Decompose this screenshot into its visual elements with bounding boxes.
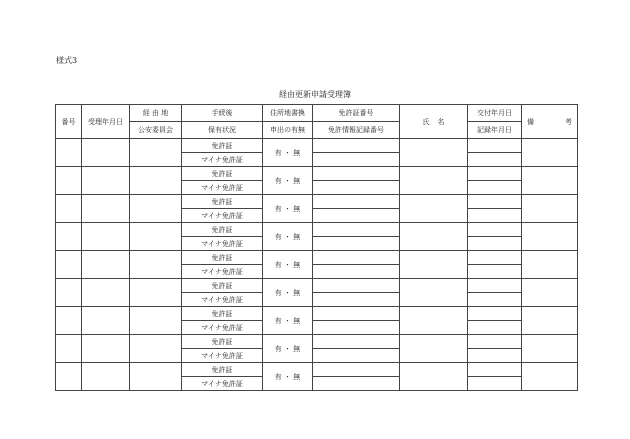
license-number-cell[interactable] — [313, 251, 400, 265]
license-option-label: 免許証 — [182, 335, 263, 349]
header-procedure-line2: 保有状況 — [182, 122, 263, 139]
via-commission-cell[interactable] — [130, 195, 182, 223]
header-row-2 — [56, 122, 578, 139]
my-license-option-label: マイナ免許証 — [182, 377, 263, 391]
remarks-cell[interactable] — [522, 279, 578, 307]
register-body — [56, 139, 578, 391]
address-change-yes-no[interactable]: 有 ・ 無 — [263, 223, 313, 251]
register-table — [55, 104, 578, 391]
address-change-yes-no[interactable]: 有 ・ 無 — [263, 251, 313, 279]
name-cell[interactable] — [400, 335, 468, 363]
address-change-yes-no[interactable]: 有 ・ 無 — [263, 195, 313, 223]
table-row — [56, 335, 578, 349]
name-cell[interactable] — [400, 195, 468, 223]
header-license-number: 免許証番号 — [313, 105, 400, 122]
number-cell[interactable] — [56, 279, 82, 307]
issue-date-cell[interactable] — [468, 307, 522, 321]
name-cell[interactable] — [400, 223, 468, 251]
license-number-cell[interactable] — [313, 335, 400, 349]
document-title: 経由更新申請受理簿 — [279, 90, 351, 99]
my-license-option-label: マイナ免許証 — [182, 321, 263, 335]
header-remarks — [522, 105, 578, 139]
remarks-cell[interactable] — [522, 335, 578, 363]
license-number-cell[interactable] — [313, 363, 400, 377]
name-cell[interactable] — [400, 307, 468, 335]
my-license-option-label: マイナ免許証 — [182, 237, 263, 251]
table-row — [56, 279, 578, 293]
number-cell[interactable] — [56, 251, 82, 279]
my-license-option-label: マイナ免許証 — [182, 349, 263, 363]
license-info-number-cell[interactable] — [313, 181, 400, 195]
header-number: 番号 — [56, 105, 82, 139]
license-number-cell[interactable] — [313, 307, 400, 321]
via-commission-cell[interactable] — [130, 223, 182, 251]
number-cell[interactable] — [56, 195, 82, 223]
name-cell[interactable] — [400, 251, 468, 279]
address-change-yes-no[interactable]: 有 ・ 無 — [263, 363, 313, 391]
my-license-option-label: マイナ免許証 — [182, 209, 263, 223]
via-commission-cell[interactable] — [130, 335, 182, 363]
remarks-cell[interactable] — [522, 139, 578, 167]
issue-date-cell[interactable] — [468, 335, 522, 349]
my-license-option-label: マイナ免許証 — [182, 293, 263, 307]
license-option-label: 免許証 — [182, 167, 263, 181]
receipt-date-cell[interactable] — [82, 307, 130, 335]
license-info-number-cell[interactable] — [313, 153, 400, 167]
record-date-cell[interactable] — [468, 265, 522, 279]
receipt-date-cell[interactable] — [82, 335, 130, 363]
via-commission-cell[interactable] — [130, 167, 182, 195]
receipt-date-cell[interactable] — [82, 195, 130, 223]
via-commission-cell[interactable] — [130, 139, 182, 167]
receipt-date-cell[interactable] — [82, 363, 130, 391]
license-info-number-cell[interactable] — [313, 349, 400, 363]
number-cell[interactable] — [56, 139, 82, 167]
number-cell[interactable] — [56, 335, 82, 363]
name-cell[interactable] — [400, 363, 468, 391]
table-row — [56, 363, 578, 377]
license-info-number-cell[interactable] — [313, 209, 400, 223]
table-row — [56, 139, 578, 153]
header-via-line2: 公安委員会 — [130, 122, 182, 139]
receipt-date-cell[interactable] — [82, 167, 130, 195]
my-license-option-label: マイナ免許証 — [182, 153, 263, 167]
header-address-line1: 住所地書換 — [263, 105, 313, 122]
license-info-number-cell[interactable] — [313, 237, 400, 251]
license-number-cell[interactable] — [313, 195, 400, 209]
receipt-date-cell[interactable] — [82, 279, 130, 307]
header-address-line2: 申出の有無 — [263, 122, 313, 139]
remarks-cell[interactable] — [522, 223, 578, 251]
my-license-option-label: マイナ免許証 — [182, 265, 263, 279]
name-cell[interactable] — [400, 167, 468, 195]
record-date-cell[interactable] — [468, 293, 522, 307]
license-option-label: 免許証 — [182, 279, 263, 293]
license-option-label: 免許証 — [182, 307, 263, 321]
number-cell[interactable] — [56, 223, 82, 251]
header-issue-date: 交付年月日 — [468, 105, 522, 122]
via-commission-cell[interactable] — [130, 363, 182, 391]
issue-date-cell[interactable] — [468, 251, 522, 265]
address-change-yes-no[interactable]: 有 ・ 無 — [263, 167, 313, 195]
license-number-cell[interactable] — [313, 167, 400, 181]
number-cell[interactable] — [56, 167, 82, 195]
issue-date-cell[interactable] — [468, 139, 522, 153]
record-date-cell[interactable] — [468, 237, 522, 251]
table-row — [56, 167, 578, 181]
table-row — [56, 307, 578, 321]
name-cell[interactable] — [400, 279, 468, 307]
address-change-yes-no[interactable]: 有 ・ 無 — [263, 335, 313, 363]
license-info-number-cell[interactable] — [313, 321, 400, 335]
record-date-cell[interactable] — [468, 153, 522, 167]
license-option-label: 免許証 — [182, 223, 263, 237]
issue-date-cell[interactable] — [468, 223, 522, 237]
license-option-label: 免許証 — [182, 251, 263, 265]
address-change-yes-no[interactable]: 有 ・ 無 — [263, 307, 313, 335]
remarks-cell[interactable] — [522, 251, 578, 279]
license-option-label: 免許証 — [182, 139, 263, 153]
header-name — [400, 105, 468, 139]
header-remarks-b: 考 — [565, 117, 572, 126]
remarks-cell[interactable] — [522, 167, 578, 195]
name-cell[interactable] — [400, 139, 468, 167]
header-license-info-number: 免許情報記録番号 — [313, 122, 400, 139]
license-option-label: 免許証 — [182, 363, 263, 377]
record-date-cell[interactable] — [468, 321, 522, 335]
form-number-label: 様式3 — [56, 56, 78, 65]
receipt-date-cell[interactable] — [82, 223, 130, 251]
license-number-cell[interactable] — [313, 223, 400, 237]
record-date-cell[interactable] — [468, 349, 522, 363]
license-number-cell[interactable] — [313, 279, 400, 293]
via-commission-cell[interactable] — [130, 307, 182, 335]
table-row — [56, 223, 578, 237]
header-row-1 — [56, 105, 578, 122]
header-via-line1: 経 由 地 — [130, 105, 182, 122]
license-number-cell[interactable] — [313, 139, 400, 153]
via-commission-cell[interactable] — [130, 279, 182, 307]
license-info-number-cell[interactable] — [313, 265, 400, 279]
header-procedure-line1: 手続後 — [182, 105, 263, 122]
table-row — [56, 195, 578, 209]
number-cell[interactable] — [56, 363, 82, 391]
number-cell[interactable] — [56, 307, 82, 335]
header-name-a: 氏 — [422, 117, 430, 126]
header-receipt-date: 受理年月日 — [82, 105, 130, 139]
address-change-yes-no[interactable]: 有 ・ 無 — [263, 139, 313, 167]
header-name-b: 名 — [437, 117, 445, 126]
license-info-number-cell[interactable] — [313, 377, 400, 391]
remarks-cell[interactable] — [522, 195, 578, 223]
receipt-date-cell[interactable] — [82, 139, 130, 167]
receipt-date-cell[interactable] — [82, 251, 130, 279]
remarks-cell[interactable] — [522, 363, 578, 391]
via-commission-cell[interactable] — [130, 251, 182, 279]
header-remarks-a: 備 — [527, 117, 534, 126]
issue-date-cell[interactable] — [468, 363, 522, 377]
license-info-number-cell[interactable] — [313, 293, 400, 307]
my-license-option-label: マイナ免許証 — [182, 181, 263, 195]
record-date-cell[interactable] — [468, 377, 522, 391]
record-date-cell[interactable] — [468, 181, 522, 195]
license-option-label: 免許証 — [182, 195, 263, 209]
remarks-cell[interactable] — [522, 307, 578, 335]
issue-date-cell[interactable] — [468, 279, 522, 293]
issue-date-cell[interactable] — [468, 167, 522, 181]
header-record-date: 記録年月日 — [468, 122, 522, 139]
record-date-cell[interactable] — [468, 209, 522, 223]
issue-date-cell[interactable] — [468, 195, 522, 209]
table-row — [56, 251, 578, 265]
address-change-yes-no[interactable]: 有 ・ 無 — [263, 279, 313, 307]
